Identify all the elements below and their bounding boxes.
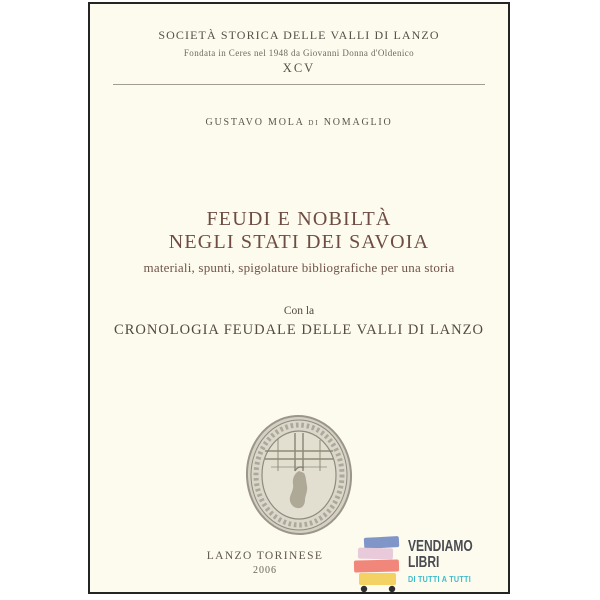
seal-icon xyxy=(245,413,353,542)
book-subtitle: materiali, spunti, spigolature bibliografiche per una storia xyxy=(143,260,455,275)
secondary-title: CRONOLOGIA FEUDALE DELLE VALLI DI LANZO xyxy=(114,322,484,338)
series-volume-number: XCV xyxy=(282,61,316,75)
watermark-brand-line-2: LIBRI xyxy=(408,554,440,571)
header-divider-line xyxy=(113,84,485,85)
book-title-line-1: FEUDI E NOBILTÀ xyxy=(206,208,392,230)
with-label: Con la xyxy=(283,305,315,317)
book-title-line-2: NEGLI STATI DEI SAVOIA xyxy=(168,231,430,253)
watermark-tagline: DI TUTTI A TUTTI xyxy=(408,575,471,584)
book-cart-icon xyxy=(352,535,402,593)
society-founded-line: Fondata in Ceres nel 1948 da Giovanni Donna d'Oldenico xyxy=(183,48,415,58)
publisher-place: LANZO TORINESE xyxy=(206,550,324,562)
book-cover xyxy=(88,2,510,594)
cart-wheel-left xyxy=(361,586,367,592)
vendiamolibri-watermark xyxy=(352,535,494,593)
watermark-brand-line-1: VENDIAMO xyxy=(408,538,473,555)
society-name: SOCIETÀ STORICA DELLE VALLI DI LANZO xyxy=(158,28,440,42)
publication-year: 2006 xyxy=(253,565,277,576)
cart-wheel-right xyxy=(389,586,395,592)
author-name: GUSTAVO MOLA di NOMAGLIO xyxy=(205,117,393,128)
